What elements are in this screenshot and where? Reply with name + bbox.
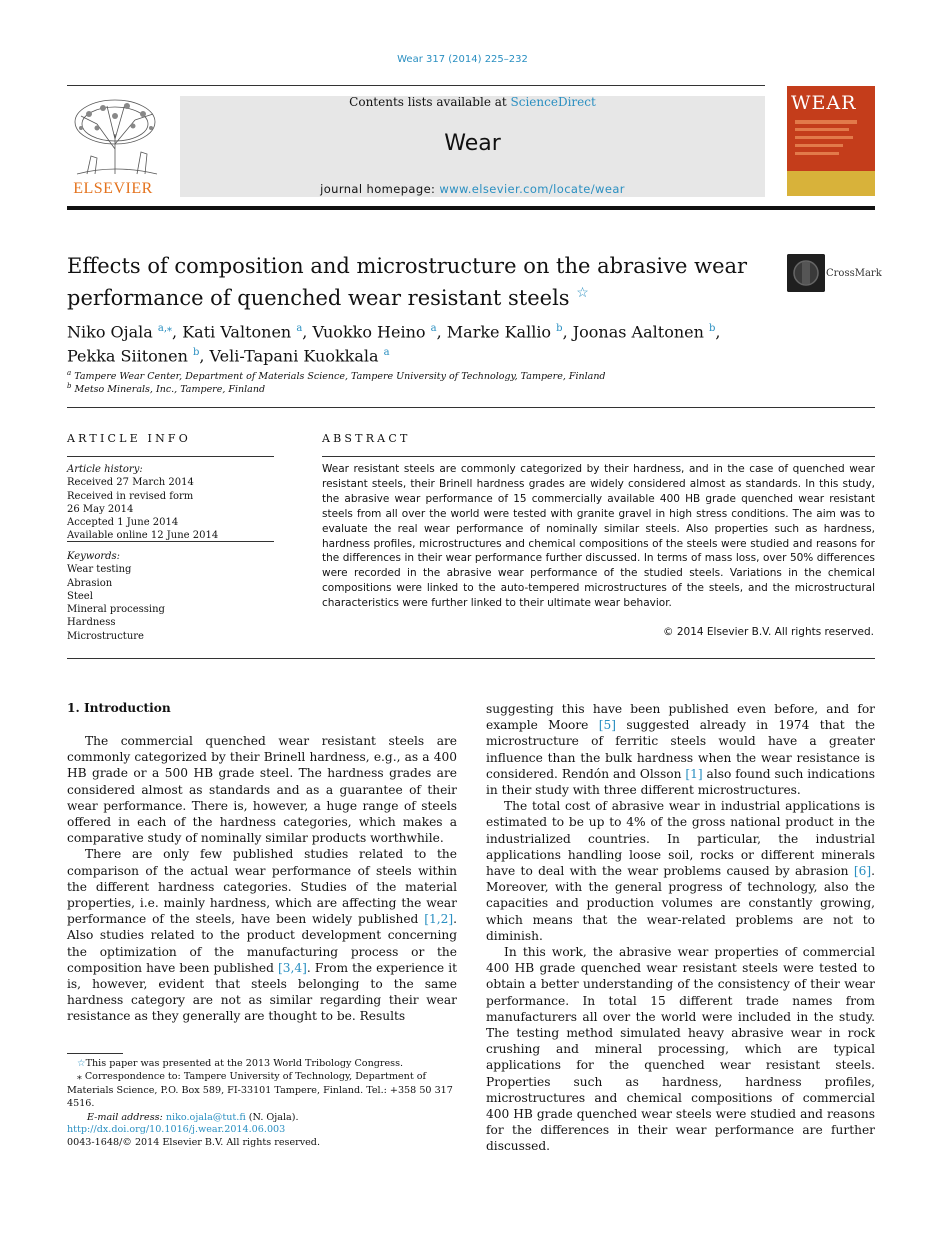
footnote-star bbox=[67, 1057, 457, 1070]
abstract-bottom-rule bbox=[67, 658, 875, 659]
paragraph bbox=[486, 798, 875, 944]
paragraph: The commercial quenched wear resistant steels are commonly categorized by their Brinell hardness, e.g., as a 400 HB grade or a 500 HB grade steel. The hardness grades are considered almost as standards and as a guarantee of their wear performance. There is, however, a huge range of steels offered in each of the hardness categories, which makes a comparative study of nominally similar products worthwhile. bbox=[67, 734, 457, 846]
history-heading: Article history: bbox=[67, 464, 143, 475]
title-text: Effects of composition and microstructure on the abrasive wear performance of quenched wear resistant steels bbox=[67, 254, 748, 310]
author-affiliation-mark[interactable]: a bbox=[430, 323, 437, 334]
author-separator: , bbox=[172, 322, 183, 342]
contents-prefix: Contents lists available at bbox=[349, 95, 511, 109]
author-affiliation-mark[interactable]: a bbox=[383, 347, 390, 359]
paragraph bbox=[67, 846, 457, 1024]
author-name[interactable]: Pekka Siitonen bbox=[67, 346, 188, 366]
keyword-item: Mineral processing bbox=[67, 604, 165, 616]
affiliation-rule bbox=[67, 407, 875, 408]
affiliation-a-label: a bbox=[67, 369, 72, 377]
author-separator: , bbox=[436, 322, 447, 342]
history-item: Available online 12 June 2014 bbox=[67, 530, 219, 542]
keywords-heading: Keywords: bbox=[67, 551, 121, 562]
contents-line bbox=[180, 95, 765, 109]
author-separator: , bbox=[715, 322, 721, 342]
author-affiliation-mark[interactable]: a, bbox=[157, 323, 168, 334]
paragraph-text: . Moreover, with the general progress of technology, also the capacities and production volumes are constantly growing, which means that the wear-related problems are not to diminish. bbox=[486, 864, 875, 943]
affiliation-b-text: Metso Minerals, Inc., Tampere, Finland bbox=[74, 384, 266, 396]
sciencedirect-link[interactable]: ScienceDirect bbox=[510, 95, 596, 109]
affiliation-b-label: b bbox=[67, 382, 72, 390]
title-footnote-star[interactable]: ☆ bbox=[576, 285, 589, 301]
keyword-item: Steel bbox=[67, 590, 93, 602]
affiliation-b bbox=[67, 382, 265, 395]
body-column-right bbox=[486, 701, 875, 1155]
history-item: Received in revised form bbox=[67, 490, 194, 502]
keyword-item: Microstructure bbox=[67, 630, 144, 642]
author-separator: , bbox=[302, 322, 313, 342]
article-title bbox=[67, 253, 757, 312]
elsevier-wordmark: ELSEVIER bbox=[73, 180, 153, 197]
corresponding-author-mark[interactable]: ⁎ bbox=[167, 323, 173, 334]
homepage-prefix: journal homepage: bbox=[320, 182, 440, 196]
footnote-star-mark: ☆ bbox=[77, 1058, 86, 1069]
article-history bbox=[67, 463, 274, 543]
author-list bbox=[67, 318, 847, 367]
section-heading-introduction: 1. Introduction bbox=[67, 701, 171, 715]
history-rule bbox=[67, 541, 274, 542]
abstract-heading: ABSTRACT bbox=[322, 432, 411, 445]
author-name[interactable]: Marke Kallio bbox=[446, 322, 552, 342]
crossmark-label[interactable]: CrossMark bbox=[826, 268, 882, 279]
paragraph-text: . From the experience it is, however, evident that steels belonging to the same hardness category are not as similar regarding their wear resistance as they generally are thought to be. Results bbox=[67, 960, 457, 1024]
author-affiliation-mark[interactable]: b bbox=[192, 347, 200, 359]
footnote-corr-mark: ⁎ bbox=[77, 1071, 82, 1083]
affiliation-a-text: Tampere Wear Center, Department of Materials Science, Tampere University of Technology, Tampere, Finland bbox=[74, 371, 606, 383]
history-item: Accepted 1 June 2014 bbox=[67, 517, 179, 529]
abstract-text: Wear resistant steels are commonly categorized by their hardness, and in the case of quenched wear resistant steels, their Brinell hardness grades are widely considered almost as standards. In this study, the abrasive wear performance of 15 commercially available 400 HB grade quenched wear resistant steels from all over the world were tested with granite gravel in high stress conditions. The aim was to evaluate the real wear performance of nominally similar steels. Also properties such as hardness, hardness profiles, microstructures and chemical compositions of the steels were studied and reasons for the differences in their wear performance further discussed. In terms of mass loss, over 50% differences were recorded in the abrasive wear performance of the studied steels. Variations in the chemical compositions were linked to the auto-tempered microstructures of the steels, and the microstructural characteristics were further linked to their ultimate wear behavior. bbox=[322, 463, 875, 610]
keyword-item: Wear testing bbox=[67, 564, 132, 576]
paragraph-text: There are only few published studies related to the comparison of the actual wear performance of steels within the different hardness categories. Studies of the material properties, i.e. mainly hardness, which are affecting the wear performance of the steels, have been widely published bbox=[67, 847, 457, 927]
author-name[interactable]: Kati Valtonen bbox=[182, 322, 292, 342]
paragraph bbox=[486, 701, 875, 798]
keyword-item: Hardness bbox=[67, 617, 116, 629]
history-item: 26 May 2014 bbox=[67, 503, 134, 515]
author-affiliation-mark[interactable]: b bbox=[709, 323, 716, 334]
crossmark-icon[interactable] bbox=[787, 254, 825, 292]
footnote-correspondence bbox=[67, 1070, 457, 1110]
citation-link[interactable]: [1] bbox=[685, 766, 703, 781]
paragraph: In this work, the abrasive wear properties of commercial 400 HB grade quenched wear resistant steels were tested to obtain a better understanding of the consistency of their wear performance. In total 15 different trade names from manufacturers all over the world were included in the study. The testing method simulated heavy abrasive wear in rock crushing and mineral processing, which are typical applications for the quenched wear resistant steels. Properties such as hardness, hardness profiles, microstructures and chemical compositions of commercial 400 HB grade quenched wear steels were studied and reasons for the differences in their wear performance are further discussed. bbox=[486, 945, 875, 1154]
citation-link[interactable]: [5] bbox=[598, 718, 616, 733]
footnotes bbox=[67, 1057, 457, 1124]
issn-line: 0043-1648/© 2014 Elsevier B.V. All rights reserved. bbox=[67, 1137, 320, 1149]
footnote-rule bbox=[67, 1053, 123, 1054]
affiliation-a bbox=[67, 369, 606, 382]
keywords-block bbox=[67, 550, 274, 643]
email-suffix: (N. Ojala). bbox=[245, 1111, 299, 1123]
email-label: E-mail address: bbox=[87, 1111, 166, 1123]
journal-homepage bbox=[180, 182, 765, 196]
author-affiliation-mark[interactable]: a bbox=[296, 323, 303, 334]
author-name[interactable]: Veli-Tapani Kuokkala bbox=[209, 346, 379, 366]
cover-title: WEAR bbox=[791, 92, 857, 114]
keyword-item: Abrasion bbox=[67, 577, 113, 589]
citation-link[interactable]: [6] bbox=[853, 864, 872, 879]
body-column-left bbox=[67, 733, 457, 1025]
doi-link[interactable]: http://dx.doi.org/10.1016/j.wear.2014.06.003 bbox=[67, 1124, 286, 1135]
journal-citation[interactable]: Wear 317 (2014) 225–232 bbox=[397, 54, 528, 65]
footnote-corr-text: Correspondence to: Tampere University of Technology, Department of Materials Science, P.O. Box 589, FI-33101 Tampere, Finland. Tel.: +358 50 317 4516. bbox=[67, 1071, 453, 1110]
header-thick-rule bbox=[67, 206, 875, 210]
citation-link[interactable]: [3,4] bbox=[278, 960, 307, 975]
paragraph-text: The total cost of abrasive wear in industrial applications is estimated to be up to 4% of the gross national product in the industrialized countries. In particular, the industrial applications handling loose soil, rocks or different minerals have to deal with the wear problems caused by abrasion bbox=[486, 799, 875, 879]
author-name[interactable]: Vuokko Heino bbox=[312, 322, 426, 342]
header-rule bbox=[67, 85, 765, 86]
page-footer bbox=[67, 1123, 320, 1150]
homepage-link[interactable]: www.elsevier.com/locate/wear bbox=[439, 182, 625, 196]
journal-cover-image[interactable] bbox=[787, 86, 875, 196]
paragraph-text: suggesting this have been published even before, and for example Moore bbox=[486, 702, 875, 733]
abstract-rule bbox=[322, 456, 875, 457]
author-name[interactable]: Niko Ojala bbox=[67, 322, 153, 342]
article-info-heading: ARTICLE INFO bbox=[67, 432, 191, 445]
history-item: Received 27 March 2014 bbox=[67, 477, 194, 489]
paragraph-text: . Also studies related to the product development concerning the optimization of the manufacturing process or the composition have been published bbox=[67, 912, 457, 975]
paragraph-text: suggested already in 1974 that the microstructure of ferritic steels would have a greater influence than the bulk hardness when the wear resistance is considered. Rendón and Olsson bbox=[486, 718, 876, 781]
author-separator: , bbox=[562, 322, 573, 342]
journal-title: Wear bbox=[444, 131, 501, 156]
email-link[interactable]: niko.ojala@tut.fi bbox=[165, 1111, 246, 1123]
abstract-copyright: © 2014 Elsevier B.V. All rights reserved. bbox=[663, 626, 874, 638]
author-name[interactable]: Joonas Aaltonen bbox=[572, 322, 704, 342]
footnote-star-text: This paper was presented at the 2013 World Tribology Congress. bbox=[85, 1058, 404, 1069]
paragraph-text: also found such indications in their study with three different microstructures. bbox=[486, 766, 876, 798]
author-affiliation-mark[interactable]: b bbox=[556, 323, 563, 334]
author-separator: , bbox=[199, 346, 210, 366]
article-info-rule bbox=[67, 456, 274, 457]
citation-link[interactable]: [1,2] bbox=[424, 912, 454, 927]
